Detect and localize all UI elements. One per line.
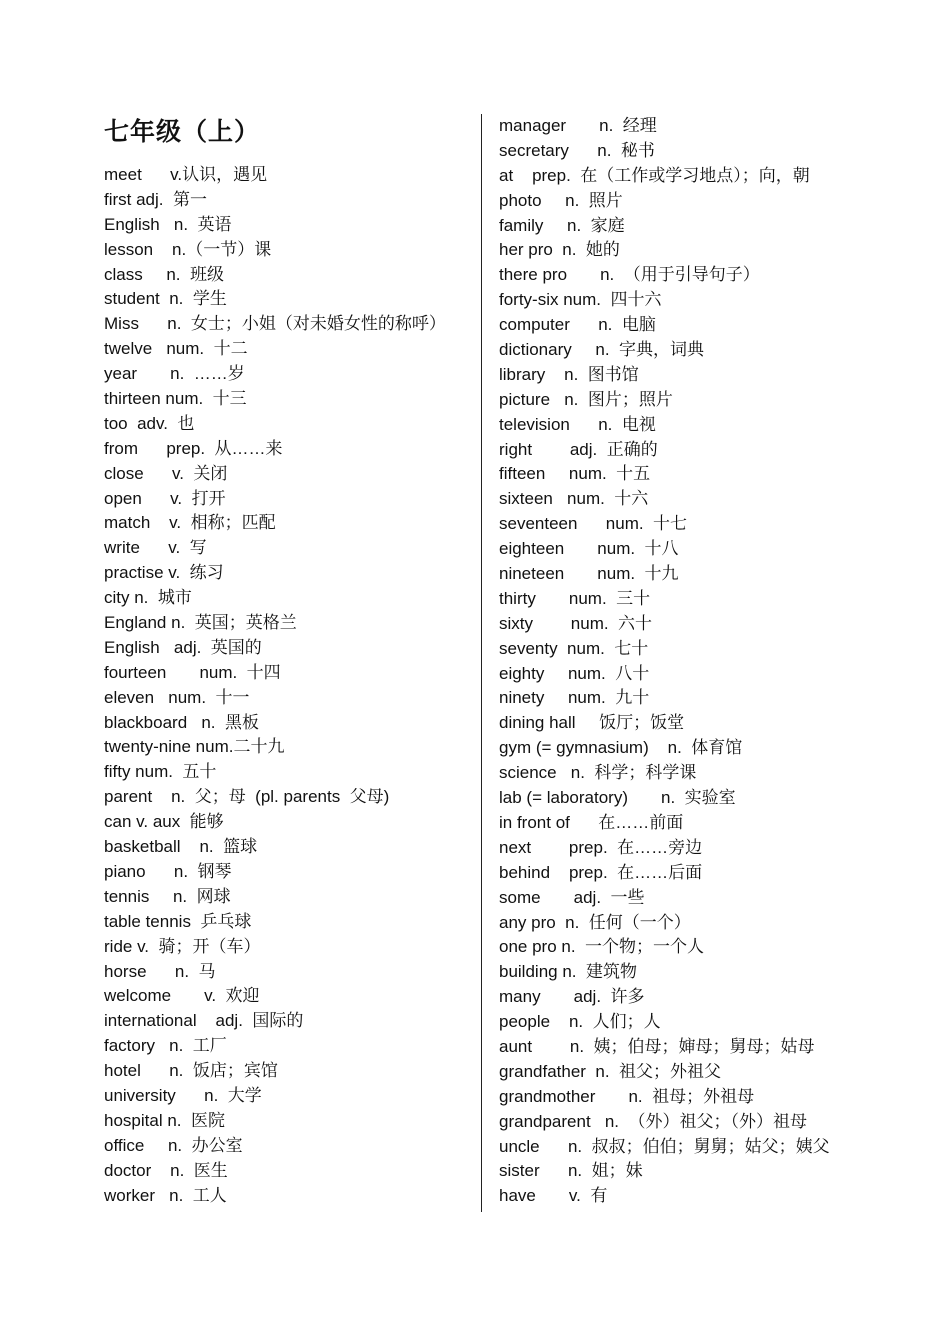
vocabulary-entry: international adj. 国际的 (104, 1011, 304, 1031)
vocabulary-entry: write v. 写 (104, 538, 207, 558)
vocabulary-entry: lesson n.（一节）课 (104, 239, 272, 259)
vocabulary-entry: manager n. 经理 (499, 116, 657, 135)
vocabulary-entry: worker n. 工人 (104, 1185, 227, 1205)
vocabulary-entry: twenty-nine num.二十九 (104, 737, 285, 757)
vocabulary-entry: welcome v. 欢迎 (104, 986, 260, 1006)
vocabulary-entry: building n. 建筑物 (499, 962, 637, 982)
vocabulary-entry: eighty num. 八十 (499, 663, 650, 683)
vocabulary-entry: university n. 大学 (104, 1085, 262, 1105)
vocabulary-entry: horse n. 马 (104, 961, 216, 981)
vocabulary-entry: doctor n. 医生 (104, 1160, 228, 1180)
vocabulary-entry: year n. ……岁 (104, 364, 245, 384)
vocabulary-entry: from prep. 从……来 (104, 438, 283, 458)
vocabulary-entry: ride v. 骑；开（车） (104, 936, 261, 956)
vocabulary-entry: hospital n. 医院 (104, 1110, 225, 1130)
vocabulary-entry: seventy num. 七十 (499, 638, 649, 658)
left-vocabulary-column (104, 163, 474, 1208)
vocabulary-entry: can v. aux 能够 (104, 812, 224, 832)
vocabulary-entry: first adj. 第一 (104, 189, 207, 209)
vocabulary-entry: one pro n. 一个物；一个人 (499, 937, 705, 957)
vocabulary-entry: dining hall 饭厅；饭堂 (499, 713, 685, 733)
vocabulary-entry: thirty num. 三十 (499, 588, 651, 608)
vocabulary-entry: fourteen num. 十四 (104, 662, 281, 682)
vocabulary-entry: grandmother n. 祖母；外祖母 (499, 1086, 755, 1106)
vocabulary-entry: behind prep. 在……后面 (499, 862, 703, 882)
vocabulary-entry: thirteen num. 十三 (104, 389, 247, 409)
vocabulary-entry: secretary n. 秘书 (499, 140, 655, 160)
vocabulary-entry: seventeen num. 十七 (499, 514, 688, 534)
vocabulary-entry: in front of 在……前面 (499, 812, 684, 832)
vocabulary-entry: blackboard n. 黑板 (104, 712, 259, 732)
vocabulary-entry: lab (= laboratory) n. 实验室 (499, 788, 736, 808)
vocabulary-entry: grandfather n. 祖父；外祖父 (499, 1061, 722, 1081)
vocabulary-entry: family n. 家庭 (499, 215, 625, 235)
vocabulary-entry: next prep. 在……旁边 (499, 837, 703, 857)
vocabulary-entry: sixty num. 六十 (499, 613, 653, 633)
vocabulary-entry: computer n. 电脑 (499, 315, 656, 335)
column-divider (481, 114, 482, 1212)
vocabulary-entry: ninety num. 九十 (499, 688, 650, 708)
vocabulary-entry: English n. 英语 (104, 214, 232, 234)
vocabulary-entry: city n. 城市 (104, 588, 192, 608)
vocabulary-entry: at prep. 在（工作或学习地点）；向，朝 (499, 165, 810, 185)
vocabulary-entry: right adj. 正确的 (499, 439, 658, 459)
vocabulary-entry: English adj. 英国的 (104, 637, 262, 657)
vocabulary-entry: tennis n. 网球 (104, 886, 231, 906)
vocabulary-entry: table tennis 乒乓球 (104, 911, 252, 931)
vocabulary-entry: parent n. 父；母 (pl. parents 父母) (104, 787, 390, 807)
vocabulary-entry: sixteen num. 十六 (499, 489, 649, 509)
vocabulary-entry: aunt n. 姨；伯母；婶母；舅母；姑母 (499, 1036, 815, 1056)
vocabulary-entry: office n. 办公室 (104, 1135, 243, 1155)
vocabulary-entry: hotel n. 饭店；宾馆 (104, 1061, 278, 1081)
vocabulary-entry: picture n. 图片；照片 (499, 389, 673, 409)
vocabulary-entry: nineteen num. 十九 (499, 564, 679, 584)
vocabulary-entry: meet v.认识，遇见 (104, 165, 268, 184)
vocabulary-entry: fifty num. 五十 (104, 762, 217, 782)
vocabulary-entry: basketball n. 篮球 (104, 837, 258, 857)
vocabulary-entry: practise v. 练习 (104, 563, 224, 583)
vocabulary-entry: student n. 学生 (104, 289, 227, 309)
vocabulary-entry: fifteen num. 十五 (499, 464, 651, 484)
vocabulary-entry: uncle n. 叔叔；伯伯；舅舅；姑父；姨父 (499, 1136, 830, 1156)
vocabulary-entry: her pro n. 她的 (499, 240, 620, 260)
vocabulary-entry: have v. 有 (499, 1186, 608, 1206)
vocabulary-entry: television n. 电视 (499, 414, 656, 434)
vocabulary-entry: eleven num. 十一 (104, 687, 250, 707)
vocabulary-entry: too adv. 也 (104, 413, 195, 433)
vocabulary-entry: sister n. 姐；妹 (499, 1161, 643, 1181)
vocabulary-entry: twelve num. 十二 (104, 339, 248, 359)
vocabulary-entry: eighteen num. 十八 (499, 539, 679, 559)
vocabulary-entry: open v. 打开 (104, 488, 226, 508)
vocabulary-entry: any pro n. 任何（一个） (499, 912, 691, 932)
vocabulary-entry: forty-six num. 四十六 (499, 290, 662, 310)
vocabulary-entry: dictionary n. 字典，词典 (499, 340, 704, 360)
page-title: 七年级（上） (104, 117, 261, 146)
vocabulary-entry: England n. 英国；英格兰 (104, 613, 297, 633)
right-vocabulary-column (499, 114, 939, 1209)
vocabulary-entry: gym (= gymnasium) n. 体育馆 (499, 738, 743, 758)
vocabulary-entry: library n. 图书馆 (499, 364, 639, 384)
vocabulary-entry: match v. 相称；匹配 (104, 513, 276, 533)
vocabulary-entry: science n. 科学；科学课 (499, 763, 697, 783)
vocabulary-entry: piano n. 钢琴 (104, 861, 232, 881)
vocabulary-entry: class n. 班级 (104, 264, 224, 284)
vocabulary-entry: close v. 关闭 (104, 463, 228, 483)
vocabulary-entry: grandparent n. （外）祖父；（外）祖母 (499, 1111, 807, 1131)
vocabulary-entry: people n. 人们；人 (499, 1012, 661, 1032)
vocabulary-entry: factory n. 工厂 (104, 1036, 227, 1056)
vocabulary-entry: there pro n. （用于引导句子） (499, 265, 760, 285)
vocabulary-entry: some adj. 一些 (499, 887, 645, 907)
vocabulary-entry: Miss n. 女士；小姐（对未婚女性的称呼） (104, 314, 446, 334)
vocabulary-entry: many adj. 许多 (499, 987, 645, 1007)
vocabulary-entry: photo n. 照片 (499, 190, 623, 210)
